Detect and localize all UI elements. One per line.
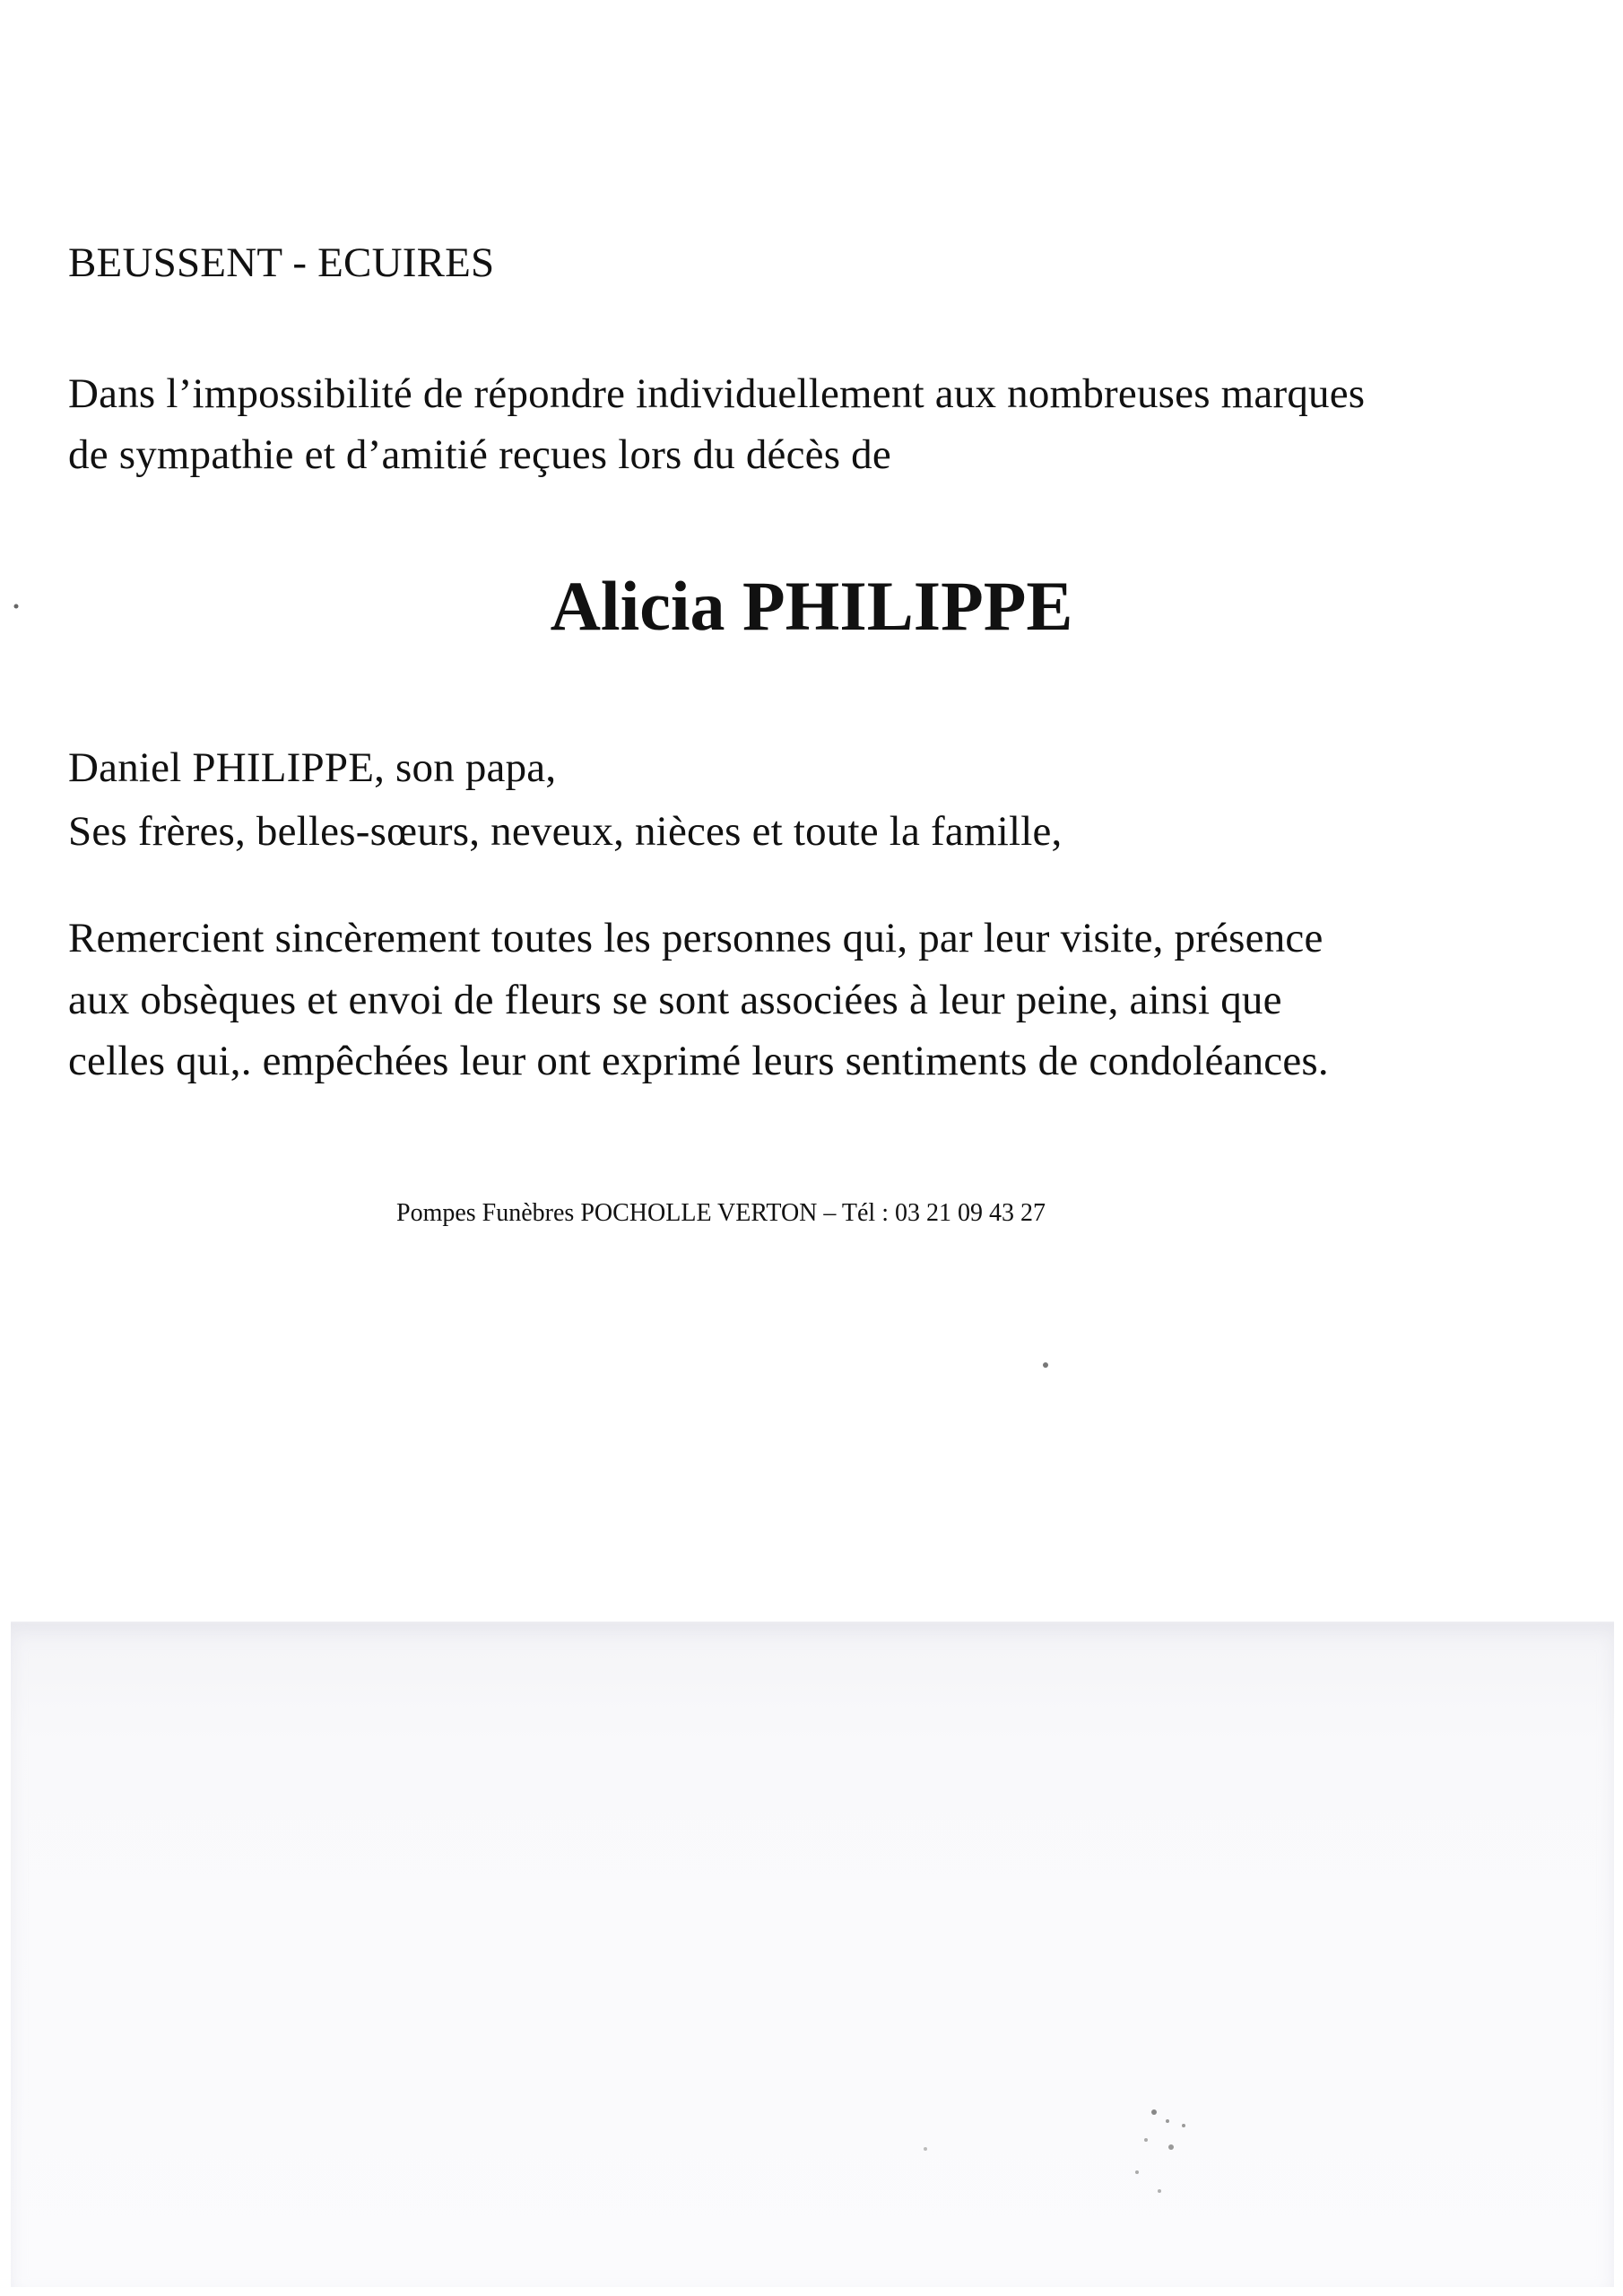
family-line-1: Daniel PHILIPPE, son papa, [68, 744, 557, 791]
deceased-name: Alicia PHILIPPE [550, 567, 1073, 645]
funeral-home-footer: Pompes Funèbres POCHOLLE VERTON – Tél : 03 21 09 43 27 [396, 1199, 1046, 1227]
thanks-line-2: aux obsèques et envoi de fleurs se sont associées à leur peine, ainsi que [68, 977, 1282, 1023]
thanks-line-1: Remercient sincèrement toutes les personnes qui, par leur visite, présence [68, 915, 1324, 961]
speck-mark [1043, 1362, 1048, 1368]
family-line-2: Ses frères, belles-sœurs, neveux, nièces et toute la famille, [68, 808, 1063, 855]
intro-line-2: de sympathie et d’amitié reçues lors du décès de [68, 431, 891, 478]
location-heading: BEUSSENT - ECUIRES [68, 239, 495, 286]
thanks-line-3: celles qui,. empêchées leur ont exprimé leurs sentiments de condoléances. [68, 1038, 1329, 1084]
blank-lower-panel [11, 1622, 1614, 2287]
intro-line-1: Dans l’impossibilité de répondre individuellement aux nombreuses marques [68, 370, 1366, 417]
